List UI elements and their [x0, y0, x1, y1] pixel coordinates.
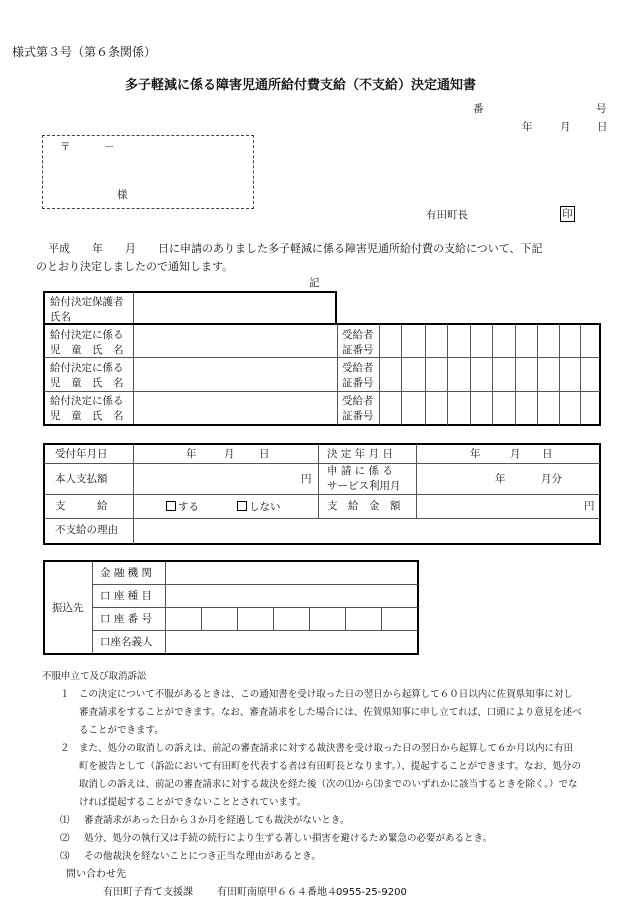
- body-line-1: 平成 年 月 日に申請のありました多子軽減に係る障害児通所給付費の支給について、下記: [48, 242, 543, 255]
- appeal-item-2: 処分、処分の執行又は手続の続行により生ずる著しい損害を避けるため緊急の必要があるとき。: [84, 833, 493, 844]
- doc-number-ban: 番: [473, 103, 484, 115]
- contact-tel: 0955-25-9200: [336, 887, 407, 898]
- decision-year: 年: [470, 448, 481, 460]
- issuer-name: 有田町長: [426, 209, 468, 221]
- appeal-p2-line4: ければ提起することができないこととされています。: [79, 797, 307, 808]
- doc-date-day: 日: [597, 121, 608, 133]
- appeal-p2-line3: 取消しの訴えは、前記の審査請求に対する裁決を経た後（次の⑴から⑶までのいずれかに該当するときを除く。）でな: [79, 779, 578, 790]
- contact-dept: 有田町子育て支援課: [103, 887, 193, 898]
- doc-number-go: 号: [596, 103, 607, 115]
- payment-label: 支 給: [55, 500, 108, 512]
- appeal-p1-line2: 審査請求をすることができます。なお、審査請求をした場合には、佐賀県知事に申し立てれば、口頭により意見を述べ: [79, 707, 582, 718]
- child-label-2b: 児 童 氏 名: [50, 377, 124, 389]
- appeal-p1-line1: １ この決定について不服があるときは、この通知書を受け取った日の翌日から起算して６０日以内に佐賀県知事に対し: [60, 689, 573, 700]
- option-shinai[interactable]: [237, 501, 281, 513]
- cert-label-3a: 受給者: [342, 395, 374, 407]
- self-pay-label: 本人支払額: [55, 473, 108, 485]
- option-suru[interactable]: [166, 501, 199, 513]
- address-box: [42, 135, 254, 209]
- appeal-p2-line1: ２ また、処分の取消しの訴えは、前記の審査請求に対する裁決書を受け取った日の翌日から起算して６か月以内に有田: [60, 743, 574, 754]
- service-month-unit: 月分: [541, 473, 562, 485]
- body-line-2: のとおり決定しましたので通知します。: [36, 260, 234, 273]
- appeal-item-3-no: ⑶: [60, 851, 70, 862]
- appeal-item-2-no: ⑵: [60, 833, 70, 844]
- appeal-item-1-no: ⑴: [60, 815, 70, 826]
- child-label-2a: 給付決定に係る: [50, 362, 124, 374]
- doc-date-month: 月: [560, 121, 571, 133]
- pay-amount-yen: 円: [584, 500, 595, 512]
- cert-label-3b: 証番号: [342, 410, 374, 422]
- page-title: 多子軽減に係る障害児通所給付費支給（不支給）決定通知書: [125, 78, 477, 93]
- received-date-label: 受付年月日: [55, 448, 108, 460]
- ki-label: 記: [309, 277, 320, 289]
- pay-amount-label: 支 給 金 額: [327, 500, 401, 512]
- cert-label-1a: 受給者: [342, 329, 374, 341]
- appeal-item-3: その他裁決を経ないことにつき正当な理由があるとき。: [84, 851, 321, 862]
- bank-row-4: 口座名義人: [100, 636, 153, 648]
- child-label-1a: 給付決定に係る: [50, 329, 124, 341]
- service-month-label-1: 申 請 に 係 る: [327, 465, 393, 477]
- decision-day: 日: [542, 448, 553, 460]
- form-number: 様式第３号（第６条関係）: [12, 45, 157, 59]
- child-label-1b: 児 童 氏 名: [50, 344, 124, 356]
- option-shinai-label: しない: [249, 501, 281, 513]
- bank-row-3: 口 座 番 号: [100, 613, 153, 625]
- contact-address: 有田町南原甲６６４番地４: [217, 887, 337, 898]
- received-year: 年: [186, 448, 197, 460]
- appeal-heading: 不服申立て及び取消訴訟: [42, 671, 147, 682]
- decision-date-label: 決 定 年 月 日: [327, 448, 393, 460]
- reason-label: 不支給の理由: [55, 524, 118, 536]
- received-month: 月: [224, 448, 235, 460]
- cert-label-2b: 証番号: [342, 377, 374, 389]
- cert-label-2a: 受給者: [342, 362, 374, 374]
- checkbox-shinai[interactable]: [237, 501, 247, 511]
- seal-mark: 印: [560, 206, 575, 222]
- child-label-3b: 児 童 氏 名: [50, 410, 124, 422]
- postal-dash: －: [104, 141, 115, 153]
- received-day: 日: [259, 448, 270, 460]
- appeal-item-1: 審査請求があった日から３か月を経過しても裁決がないとき。: [84, 815, 350, 826]
- guardian-label-1: 給付決定保護者: [50, 296, 124, 308]
- appeal-p1-line3: ることができます。: [79, 725, 164, 736]
- service-year: 年: [495, 473, 506, 485]
- decision-month: 月: [510, 448, 521, 460]
- bank-row-2: 口 座 種 目: [100, 590, 153, 602]
- honorific-sama: 様: [117, 189, 128, 201]
- option-suru-label: する: [178, 501, 199, 513]
- contact-heading: 問い合わせ先: [66, 869, 126, 880]
- bank-header: 振込先: [52, 602, 84, 614]
- postal-mark: 〒: [60, 141, 71, 153]
- child-label-3a: 給付決定に係る: [50, 395, 124, 407]
- cert-label-1b: 証番号: [342, 344, 374, 356]
- appeal-p2-line2: 町を被告として（訴訟において有田町を代表する者は有田町長となります。）、提起することができます。なお、処分の: [79, 761, 581, 772]
- guardian-label-2: 氏名: [50, 311, 71, 323]
- bank-row-1: 金 融 機 関: [100, 567, 153, 579]
- doc-date-year: 年: [522, 121, 533, 133]
- self-pay-yen: 円: [301, 473, 312, 485]
- checkbox-suru[interactable]: [166, 501, 176, 511]
- service-month-label-2: サービス利用月: [327, 480, 401, 492]
